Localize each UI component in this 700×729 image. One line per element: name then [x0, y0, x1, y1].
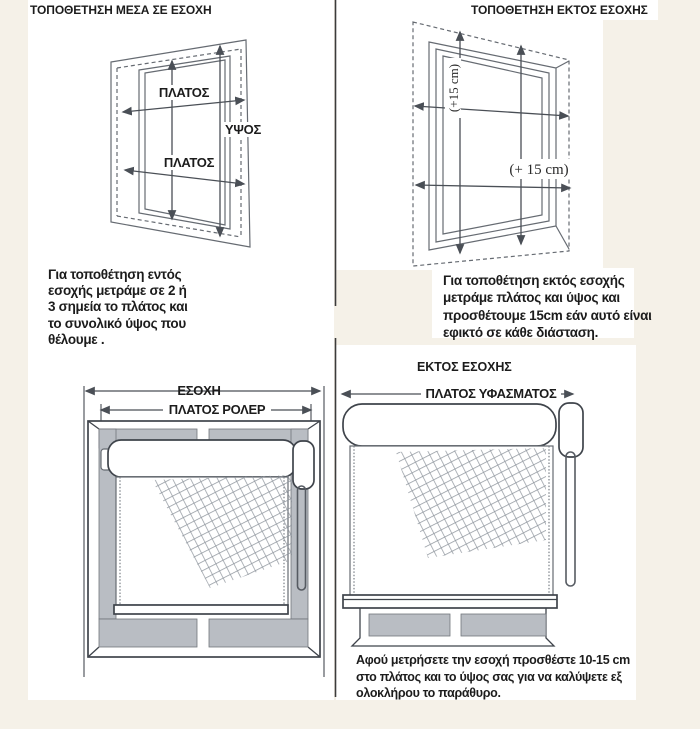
recess-frame-bottom-right: [209, 619, 308, 647]
section-title-inside-recess: ΤΟΠΟΘΕΤΗΣΗ ΜΕΣΑ ΣΕ ΕΣΟΧΗ: [30, 3, 212, 17]
label-width-top: ΠΛΑΤΟΣ: [158, 85, 210, 100]
label-height: ΥΨΟΣ: [225, 122, 261, 137]
caption-bottom: [356, 652, 630, 702]
label-fabric-width: ΠΛΑΤΟΣ ΥΦΑΣΜΑΤΟΣ: [425, 386, 557, 401]
caption-line: εφικτό σε κάθε διάσταση.: [443, 324, 599, 340]
caption-line: Αφού μετρήσετε την εσοχή προσθέστε 10-15 cm: [356, 653, 630, 667]
window-pane-right: [461, 614, 546, 636]
section-title-outside-recess-bottom: ΕΚΤΟΣ ΕΣΟΧΗΣ: [417, 360, 512, 374]
label-roller-width: ΠΛΑΤΟΣ ΡΟΛΕΡ: [168, 402, 266, 417]
caption-line: εσοχής μετράμε σε 2 ή: [48, 283, 187, 299]
section-title-outside-recess: ΤΟΠΟΘΕΤΗΣΗ ΕΚΤΟΣ ΕΣΟΧΗΣ: [471, 3, 648, 17]
caption-inside-recess: [48, 267, 188, 348]
caption-line: ολοκλήρου το παράθυρο.: [356, 686, 501, 701]
caption-line: Για τοποθέτηση εκτός εσοχής: [443, 273, 625, 288]
recess-roller-diagram: [84, 386, 324, 677]
caption-line: μετράμε πλάτος και ύψος και: [443, 290, 620, 306]
caption-outside-recess: [443, 272, 652, 341]
caption-line: στο πλάτος και το ύψος σας για να καλύψετε εξ: [356, 669, 622, 684]
label-recess: ΕΣΟΧΗ: [177, 383, 221, 398]
outside-roller-diagram: [342, 385, 583, 646]
caption-line: το συνολικό ύψος που: [48, 315, 186, 331]
blind-bottom-bar: [343, 595, 557, 608]
caption-line: θέλουμε .: [48, 331, 105, 347]
roller-bracket-right: [293, 441, 314, 489]
blind-bottom-bar: [114, 605, 288, 614]
caption-line: Για τοποθέτηση εντός: [48, 267, 182, 282]
window-pane-left: [369, 614, 450, 636]
label-width-bottom: ΠΛΑΤΟΣ: [163, 155, 215, 170]
inside-recess-window-diagram: [111, 40, 265, 247]
label-plus15-horizontal: (+ 15 cm): [509, 162, 569, 178]
label-plus15-vertical: (+15 cm): [446, 63, 461, 113]
roller-tube: [343, 404, 556, 446]
chain-loop: [566, 452, 575, 586]
recess-frame-bottom-left: [99, 619, 197, 647]
caption-line: προσθέτουμε 15cm εάν αυτό είναι: [443, 307, 652, 323]
roller-tube: [108, 440, 296, 477]
roller-bracket-right: [559, 403, 583, 457]
outside-recess-window-diagram: [413, 22, 576, 266]
caption-line: 3 σημεία το πλάτος και: [48, 299, 188, 315]
